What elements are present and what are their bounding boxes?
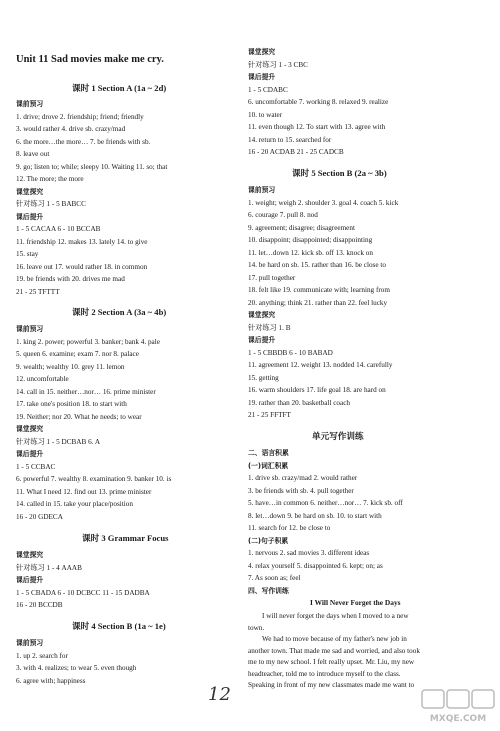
- text-line: 21 - 25 TFTTT: [16, 288, 60, 296]
- text-line: 1 - 5 CCBAC: [16, 463, 56, 471]
- lesson5-heading: 课时 5 Section B (2a ~ 3b): [292, 168, 387, 178]
- text-line: 10. to water: [248, 111, 283, 119]
- text-line: 16 - 20 BCCDB: [16, 601, 63, 609]
- watermark-logo: [420, 688, 496, 726]
- text-line: 1 - 5 CBADA 6 - 10 DCBCC 11 - 15 DADBA: [16, 589, 150, 597]
- essay-paragraph-2: [248, 634, 488, 692]
- text-line: 14. call in 15. neither…nor… 16. prime minister: [16, 388, 156, 396]
- unit-title: Unit 11 Sad movies make me cry.: [16, 54, 164, 65]
- lesson2-after-label: 课后提升: [16, 450, 44, 458]
- text-line: 12. The more; the more: [16, 175, 84, 183]
- text-line: 20. anything; think 21. rather than 22. feel lucky: [248, 299, 388, 307]
- text-line: 3. would rather 4. drive sb. crazy/mad: [16, 125, 126, 133]
- lesson5-after-label: 课后提升: [248, 336, 276, 344]
- text-line: I will never forget the days when I moved to a new: [262, 612, 409, 620]
- watermark-text: MXQE.COM: [429, 714, 487, 724]
- text-line: 1 - 5 CACAA 6 - 10 BCCAB: [16, 225, 101, 233]
- text-line: 16. leave out 17. would rather 18. in common: [16, 263, 148, 271]
- text-line: 16. warm shoulders 17. life goal 18. are hard on: [248, 386, 386, 394]
- text-line: 14. called in 15. take your place/position: [16, 500, 133, 508]
- lesson1-class-label: 课堂探究: [16, 188, 44, 196]
- text-line: another town. That made me sad and worried, and also took: [248, 646, 420, 655]
- text-line: 11. let…down 12. kick sb. off 13. knock on: [248, 249, 373, 257]
- text-line: 21 - 25 FFTFT: [248, 411, 291, 419]
- essay-title: I Will Never Forget the Days: [310, 598, 401, 607]
- lesson3-heading: 课时 3 Grammar Focus: [82, 533, 169, 543]
- lesson4-pre-label: 课前预习: [16, 639, 44, 647]
- text-line: 8. leave out: [16, 150, 50, 158]
- page-number: 12: [208, 684, 231, 705]
- text-line: 1. king 2. power; powerful 3. banker; bank 4. pale: [16, 338, 160, 346]
- text-line: 针对练习 1 - 4 AAAB: [16, 564, 82, 572]
- lesson4-heading: 课时 4 Section B (1a ~ 1e): [72, 621, 166, 631]
- text-line: 17. take one's position 18. to start with: [16, 400, 127, 408]
- text-line: 8. let…down 9. be hard on sb. 10. to start with: [248, 512, 382, 520]
- text-line: 9. wealth; wealthy 10. grey 11. lemon: [16, 363, 125, 371]
- text-line: 5. have…in common 6. neither…nor… 7. kick sb. off: [248, 499, 403, 507]
- text-line: 16 - 20 GDECA: [16, 513, 63, 521]
- text-line: 6. the more…the more… 7. be friends with sb.: [16, 138, 151, 146]
- text-line: 11. What I need 12. find out 13. prime minister: [16, 488, 152, 496]
- lesson4-class-label: 课堂探究: [248, 48, 276, 56]
- text-line: 1 - 5 CBBDB 6 - 10 BABAD: [248, 349, 333, 357]
- text-line: 12. uncomfortable: [16, 375, 69, 383]
- writing-section-2: 四、写作训练: [248, 587, 289, 595]
- text-line: 1. drive; drove 2. friendship; friend; friendly: [16, 113, 144, 121]
- vocab-subheading: (一)词汇积累: [248, 462, 289, 470]
- text-line: 6. uncomfortable 7. working 8. relaxed 9. realize: [248, 98, 389, 106]
- lesson1-pre-label: 课前预习: [16, 100, 44, 108]
- text-line: 4. relax yourself 5. disappointed 6. kept; on; as: [248, 562, 383, 570]
- text-line: 1. drive sb. crazy/mad 2. would rather: [248, 474, 358, 482]
- text-line: 5. queen 6. examine; exam 7. nor 8. palace: [16, 350, 139, 358]
- text-line: me to my new school. I felt really upset. Mr. Liu, my new: [248, 658, 415, 666]
- text-line: town.: [248, 623, 265, 632]
- text-line: 14. return to 15. searched for: [248, 136, 332, 144]
- text-line: headteacher, told me to introduce myself to the class.: [248, 669, 401, 678]
- sentence-subheading: (二)句子积累: [248, 537, 289, 545]
- essay-paragraph-1: [248, 611, 488, 634]
- text-line: 针对练习 1 - 5 DCBAB 6. A: [16, 438, 101, 446]
- lesson1-heading: 课时 1 Section A (1a ~ 2d): [72, 83, 167, 93]
- text-line: 15. stay: [16, 250, 39, 258]
- text-line: We had to move because of my father's new job in: [262, 635, 407, 643]
- lesson4-after-label: 课后提升: [248, 73, 276, 81]
- text-line: 3. with 4. realizes; to wear 5. even though: [16, 664, 137, 672]
- lesson5-class-label: 课堂探究: [248, 311, 276, 319]
- text-line: 10. disappoint; disappointed; disappointing: [248, 236, 373, 244]
- lesson1-after-label: 课后提升: [16, 213, 44, 221]
- text-line: 6. courage 7. pull 8. nod: [248, 211, 318, 219]
- text-line: 7. As soon as; feel: [248, 574, 301, 582]
- lesson2-class-label: 课堂探究: [16, 425, 44, 433]
- text-line: 1. nervous 2. sad movies 3. different ideas: [248, 549, 370, 557]
- text-line: 针对练习 1 - 5 BABCC: [16, 200, 86, 208]
- text-line: 1. weight; weigh 2. shoulder 3. goal 4. coach 5. kick: [248, 199, 399, 207]
- text-line: 16 - 20 ACDAB 21 - 25 CADCB: [248, 148, 344, 156]
- watermark-icon: [420, 688, 496, 726]
- text-line: 9. agreement; disagree; disagreement: [248, 224, 355, 232]
- text-line: 6. powerful 7. wealthy 8. examination 9. banker 10. is: [16, 475, 172, 483]
- text-line: 11. search for 12. be close to: [248, 524, 331, 532]
- text-line: 针对练习 1 - 3 CBC: [248, 61, 308, 69]
- lesson3-class-label: 课堂探究: [16, 551, 44, 559]
- text-line: 18. felt like 19. communicate with; learning from: [248, 286, 390, 294]
- text-line: Speaking in front of my new classmates made me want to: [248, 681, 415, 689]
- text-line: 11. friendship 12. makes 13. lately 14. to give: [16, 238, 148, 246]
- text-line: 6. agree with; happiness: [16, 677, 86, 685]
- text-line: 1 - 5 CDABC: [248, 86, 288, 94]
- lesson2-pre-label: 课前预习: [16, 325, 44, 333]
- text-line: 3. be friends with sb. 4. pull together: [248, 487, 354, 495]
- text-line: 9. go; listen to; while; sleepy 10. Waiting 11. so; that: [16, 163, 168, 171]
- text-line: 15. getting: [248, 374, 279, 382]
- text-line: 19. be friends with 20. drives me mad: [16, 275, 125, 283]
- text-line: 19. Neither; nor 20. What he needs; to wear: [16, 413, 142, 421]
- text-line: 11. even though 12. To start with 13. agree with: [248, 123, 386, 131]
- writing-heading: 单元写作训练: [312, 431, 364, 441]
- lesson3-after-label: 课后提升: [16, 576, 44, 584]
- lesson5-pre-label: 课前预习: [248, 186, 276, 194]
- lesson2-heading: 课时 2 Section A (3a ~ 4b): [72, 307, 167, 317]
- text-line: 针对练习 1. B: [248, 324, 291, 332]
- text-line: 14. be hard on sb. 15. rather than 16. be close to: [248, 261, 386, 269]
- text-line: 19. rather than 20. basketball coach: [248, 399, 350, 407]
- text-line: 11. agreement 12. weight 13. nodded 14. carefully: [248, 361, 393, 369]
- writing-section-1: 二、语言积累: [248, 449, 289, 457]
- text-line: 1. up 2. search for: [16, 652, 68, 660]
- text-line: 17. pull together: [248, 274, 296, 282]
